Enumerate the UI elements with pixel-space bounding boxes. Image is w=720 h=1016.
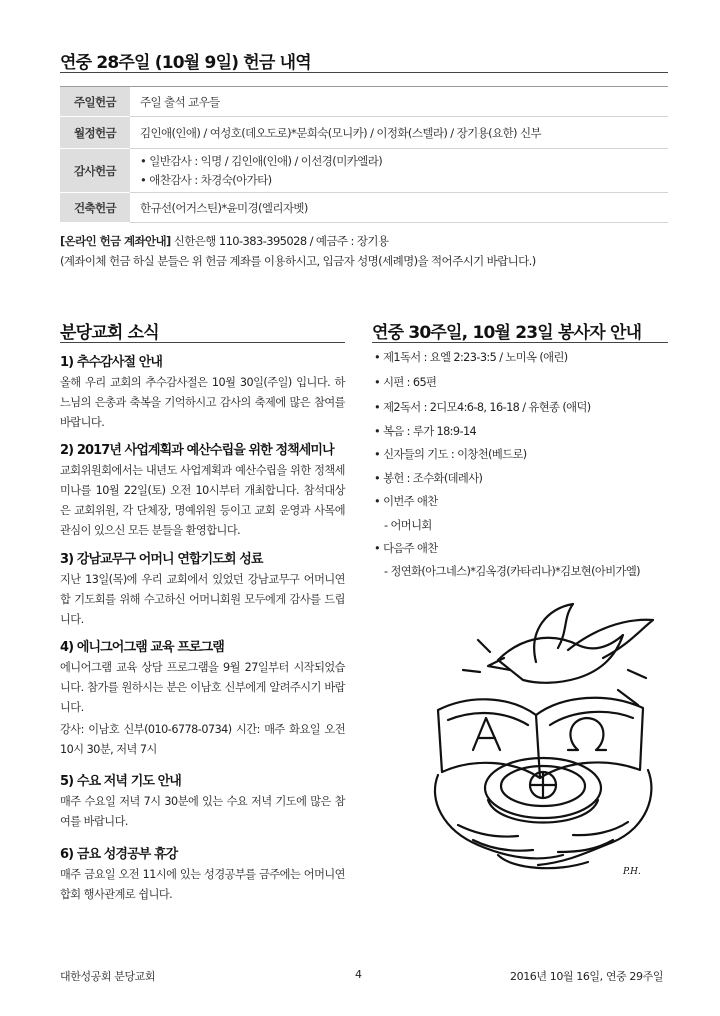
- news-para-6: 매주 금요일 오전 11시에 있는 성경공부를 금주에는 어머니연합회 행사관계로 쉽니다.: [60, 868, 345, 901]
- news-heading-1: 1) 추수감사절 안내: [60, 355, 163, 370]
- offering-row-building: [60, 193, 668, 223]
- volunteer-line: • 제1독서 : 요엘 2:23-3:5 / 노미옥 (애린): [374, 349, 568, 365]
- offering-table: [60, 86, 668, 223]
- offering-row-thanks: [60, 149, 668, 193]
- volunteer-line: • 제2독서 : 2디모4:6-8, 16-18 / 유현종 (애덕): [374, 399, 591, 415]
- dove-book-chalice-illustration: [418, 600, 668, 882]
- news-para-3: 지난 13일(목)에 우리 교회에서 있었던 강남교무구 어머니연합 기도회를 위해 수고하신 어머니회원 모두에게 감사를 드립니다.: [60, 573, 345, 626]
- offering-label: 건축헌금: [60, 193, 130, 223]
- account-label: [온라인 헌금 계좌안내]: [60, 234, 171, 248]
- footer-date: 2016년 10월 16일, 연중 29주일: [510, 970, 664, 983]
- news-heading-4: 4) 에니그어그램 교육 프로그램: [60, 640, 224, 655]
- news-heading-2: 2) 2017년 사업계획과 예산수립을 위한 정책세미나: [60, 443, 334, 458]
- volunteer-subline: - 어머니회: [384, 519, 432, 532]
- offering-label: 월정헌금: [60, 117, 130, 149]
- news-para-4b: 강사: 이남호 신부(010-6778-0734) 시간: 매주 화요일 오전 10시 30분, 저녁 7시: [60, 723, 345, 756]
- news-para-1: 올해 우리 교회의 추수감사절은 10월 30일(주일) 입니다. 하느님의 은총과 축복을 기억하시고 감사의 축제에 많은 참여를 바랍니다.: [60, 376, 345, 429]
- account-note: (계좌이체 헌금 하실 분들은 위 헌금 계좌를 이용하시고, 입금자 성명(세례명)을 적어주시기 바랍니다.): [60, 254, 536, 268]
- news-para-2: 교회위원회에서는 내년도 사업계획과 예산수립을 위한 정책세미나를 10월 22일(토) 오전 10시부터 개최합니다. 참석대상은 교회위원, 각 단체장, 명예위원 등이고 교회 운영과 사목에 관심이 있으신 모든 분들을 환영합니다.: [60, 464, 345, 537]
- volunteer-subline: - 정연화(아그네스)*김옥경(카타리나)*김보현(아비가엘): [384, 565, 640, 578]
- volunteers-title-rule: [372, 342, 668, 343]
- volunteer-line: • 시편 : 65편: [374, 374, 436, 390]
- offering-label: 감사헌금: [60, 149, 130, 193]
- offering-value: 주일 출석 교우들: [130, 87, 668, 117]
- offering-title-rule: [60, 72, 668, 73]
- offering-label: 주일헌금: [60, 87, 130, 117]
- offering-bullet-line: • 애찬감사 : 차경숙(아가타): [140, 171, 668, 190]
- news-title-rule: [60, 342, 345, 343]
- offering-row-sunday: [60, 87, 668, 117]
- volunteer-line: • 신자들의 기도 : 이창천(베드로): [374, 446, 527, 462]
- illustration-signature: P.H.: [623, 867, 641, 877]
- news-title: 분당교회 소식: [60, 323, 159, 343]
- news-heading-5: 5) 수요 저녁 기도 안내: [60, 774, 181, 789]
- offering-value: 김인애(인애) / 여성호(데오도로)*문희숙(모니카) / 이정화(스텔라) / 장기용(요한) 신부: [130, 117, 668, 149]
- footer-church-name: 대한성공회 분당교회: [60, 970, 156, 983]
- offering-row-monthly: [60, 117, 668, 149]
- footer-page-number: 4: [355, 968, 362, 981]
- offering-value: 한규선(어거스틴)*윤미경(엘리자벳): [130, 193, 668, 223]
- volunteer-line: • 이번주 애찬: [374, 493, 438, 509]
- news-heading-3: 3) 강남교무구 어머니 연합기도회 성료: [60, 552, 263, 567]
- volunteers-title: 연중 30주일, 10월 23일 봉사자 안내: [372, 323, 642, 343]
- volunteer-line: • 복음 : 루가 18:9-14: [374, 423, 476, 439]
- volunteer-line: • 다음주 애찬: [374, 540, 438, 556]
- offering-title: 연중 28주일 (10월 9일) 헌금 내역: [60, 53, 311, 73]
- account-info: [60, 232, 388, 251]
- offering-value: [130, 149, 668, 193]
- account-text: 신한은행 110-383-395028 / 예금주 : 장기용: [170, 234, 389, 248]
- news-para-5: 매주 수요일 저녁 7시 30분에 있는 수요 저녁 기도에 많은 참여를 바랍니다.: [60, 795, 345, 828]
- news-heading-6: 6) 금요 성경공부 휴강: [60, 847, 178, 862]
- news-para-4: 에니어그램 교육 상담 프로그램을 9월 27일부터 시작되었습니다. 참가를 원하시는 분은 이남호 신부에게 알려주시기 바랍니다.: [60, 661, 345, 714]
- volunteer-line: • 봉헌 : 조수화(데레사): [374, 470, 482, 486]
- offering-bullet-line: • 일반감사 : 익명 / 김인애(인애) / 이선경(미카엘라): [140, 152, 668, 171]
